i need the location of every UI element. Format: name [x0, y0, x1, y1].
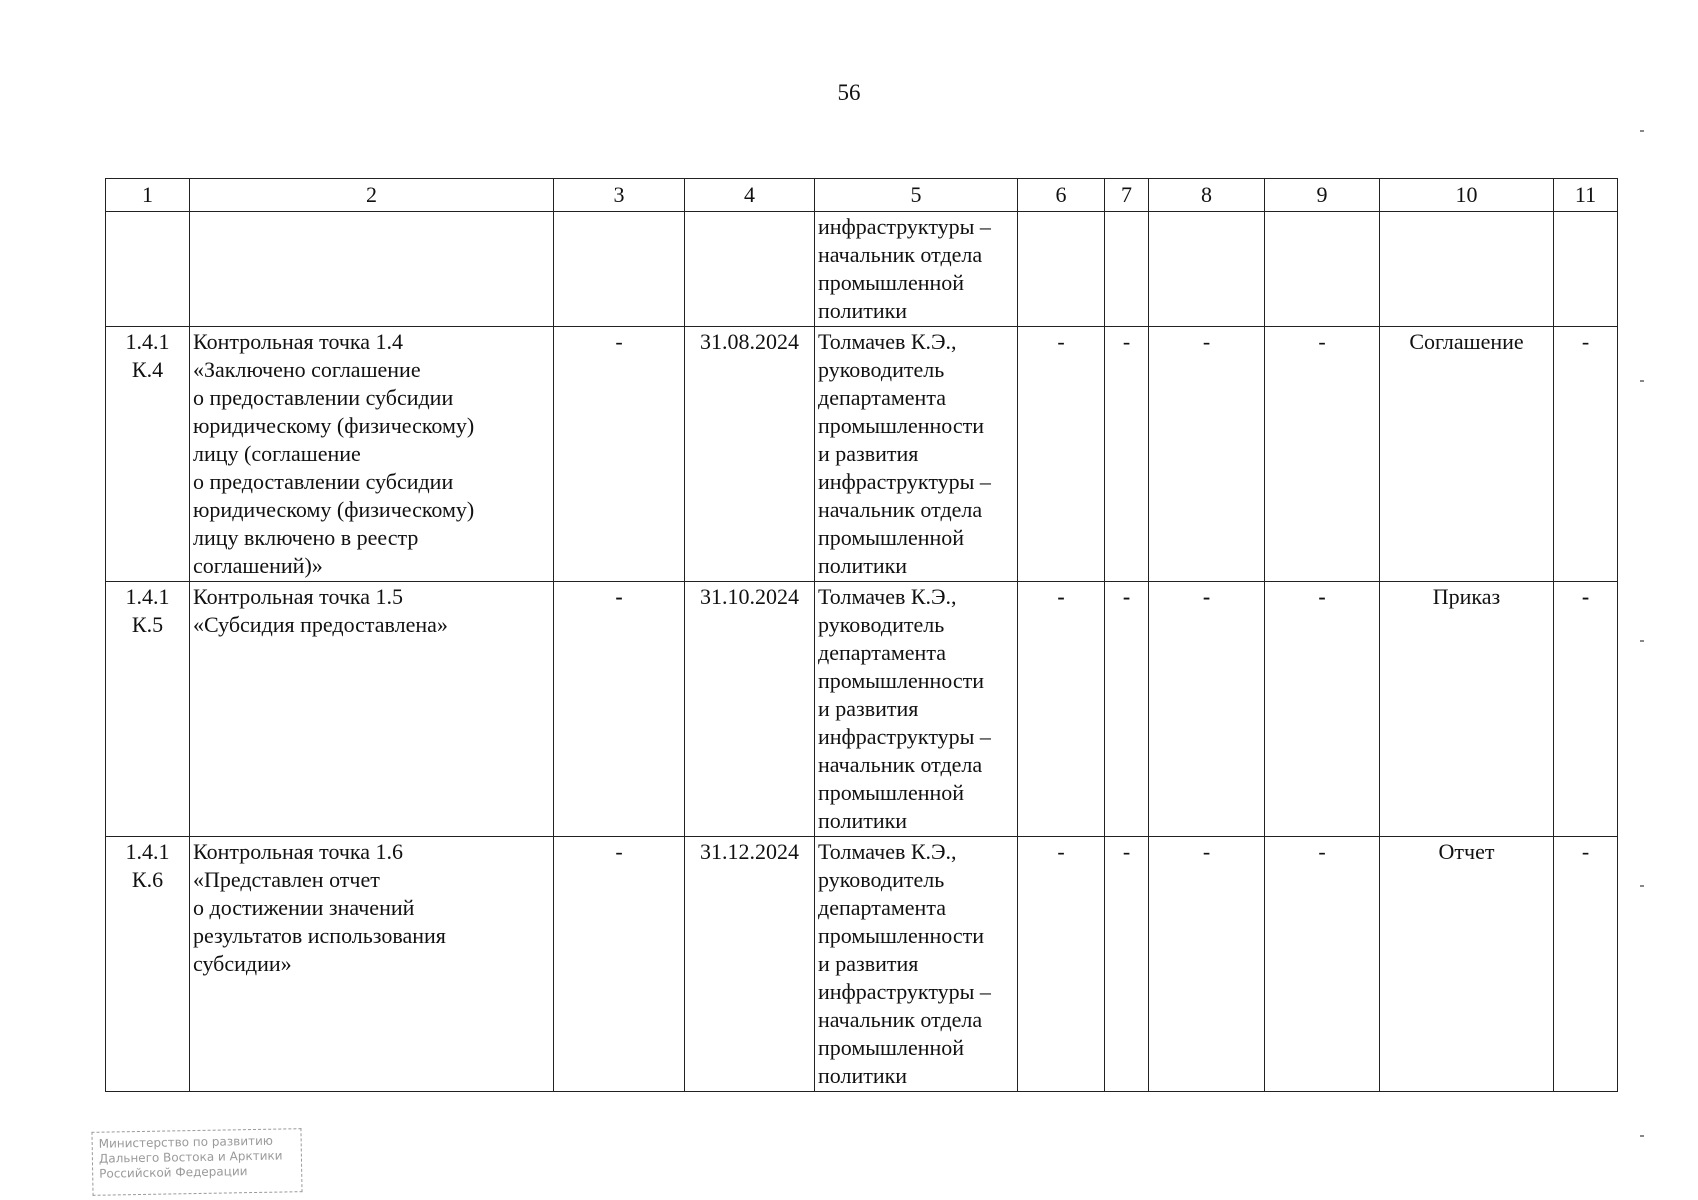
- control-points-table: [105, 178, 1618, 1092]
- page-number: 56: [837, 80, 861, 105]
- cell-code: 1.4.1 К.4: [106, 327, 190, 582]
- cell-col6: [1018, 212, 1105, 327]
- column-header-4: 4: [685, 179, 815, 212]
- column-header-7: 7: [1105, 179, 1149, 212]
- cell-col9: -: [1265, 327, 1380, 582]
- cell-col3: [554, 212, 685, 327]
- cell-col6: -: [1018, 582, 1105, 837]
- cell-col11: [1554, 212, 1618, 327]
- column-header-8: 8: [1149, 179, 1265, 212]
- cell-date: [685, 212, 815, 327]
- column-header-6: 6: [1018, 179, 1105, 212]
- cell-document: [1380, 212, 1554, 327]
- cell-col6: -: [1018, 837, 1105, 1092]
- cell-col3: -: [554, 837, 685, 1092]
- table-row: [106, 837, 1618, 1092]
- cell-col9: -: [1265, 582, 1380, 837]
- cell-col11: -: [1554, 582, 1618, 837]
- cell-document: Отчет: [1380, 837, 1554, 1092]
- cell-col7: -: [1105, 327, 1149, 582]
- column-header-11: 11: [1554, 179, 1618, 212]
- cell-responsible: Толмачев К.Э., руководитель департамента промышленности и развития инфраструктуры – начальник отдела промышленной политики: [815, 582, 1018, 837]
- margin-mark: [1640, 1135, 1644, 1137]
- cell-responsible: Толмачев К.Э., руководитель департамента промышленности и развития инфраструктуры – начальник отдела промышленной политики: [815, 837, 1018, 1092]
- cell-col3: -: [554, 582, 685, 837]
- cell-col9: -: [1265, 837, 1380, 1092]
- margin-mark: [1640, 380, 1644, 382]
- cell-code: [106, 212, 190, 327]
- margin-mark: [1640, 885, 1644, 887]
- column-header-9: 9: [1265, 179, 1380, 212]
- margin-mark: [1640, 640, 1644, 642]
- cell-col8: -: [1149, 837, 1265, 1092]
- cell-responsible: Толмачев К.Э., руководитель департамента промышленности и развития инфраструктуры – начальник отдела промышленной политики: [815, 327, 1018, 582]
- cell-name: Контрольная точка 1.4 «Заключено соглашение о предоставлении субсидии юридическому (физическому) лицу (соглашение о предоставлении субсидии юридическому (физическому) лицу включено в реестр соглашений)»: [190, 327, 554, 582]
- column-header-10: 10: [1380, 179, 1554, 212]
- cell-document: Приказ: [1380, 582, 1554, 837]
- cell-col7: -: [1105, 582, 1149, 837]
- cell-col3: -: [554, 327, 685, 582]
- cell-col8: -: [1149, 582, 1265, 837]
- ministry-stamp: [91, 1128, 302, 1196]
- table-row: [106, 212, 1618, 327]
- cell-name: Контрольная точка 1.5 «Субсидия предоставлена»: [190, 582, 554, 837]
- column-header-2: 2: [190, 179, 554, 212]
- header-row: [106, 179, 1618, 212]
- cell-col7: [1105, 212, 1149, 327]
- stamp-line: Министерство по развитию: [98, 1133, 274, 1151]
- cell-code: 1.4.1 К.6: [106, 837, 190, 1092]
- cell-responsible: инфраструктуры – начальник отдела промышленной политики: [815, 212, 1018, 327]
- cell-col9: [1265, 212, 1380, 327]
- stamp-line: Дальнего Востока и Арктики: [98, 1148, 283, 1166]
- cell-col11: -: [1554, 327, 1618, 582]
- cell-col11: -: [1554, 837, 1618, 1092]
- cell-name: Контрольная точка 1.6 «Представлен отчет о достижении значений результатов использования субсидии»: [190, 837, 554, 1092]
- column-header-5: 5: [815, 179, 1018, 212]
- cell-date: 31.12.2024: [685, 837, 815, 1092]
- cell-code: 1.4.1 К.5: [106, 582, 190, 837]
- column-header-3: 3: [554, 179, 685, 212]
- table-row: [106, 582, 1618, 837]
- stamp-line: Российской Федерации: [99, 1164, 248, 1181]
- cell-date: 31.08.2024: [685, 327, 815, 582]
- cell-col8: [1149, 212, 1265, 327]
- table-row: [106, 327, 1618, 582]
- cell-name: [190, 212, 554, 327]
- cell-date: 31.10.2024: [685, 582, 815, 837]
- cell-col8: -: [1149, 327, 1265, 582]
- cell-document: Соглашение: [1380, 327, 1554, 582]
- cell-col6: -: [1018, 327, 1105, 582]
- margin-mark: [1640, 130, 1644, 132]
- column-header-1: 1: [106, 179, 190, 212]
- cell-col7: -: [1105, 837, 1149, 1092]
